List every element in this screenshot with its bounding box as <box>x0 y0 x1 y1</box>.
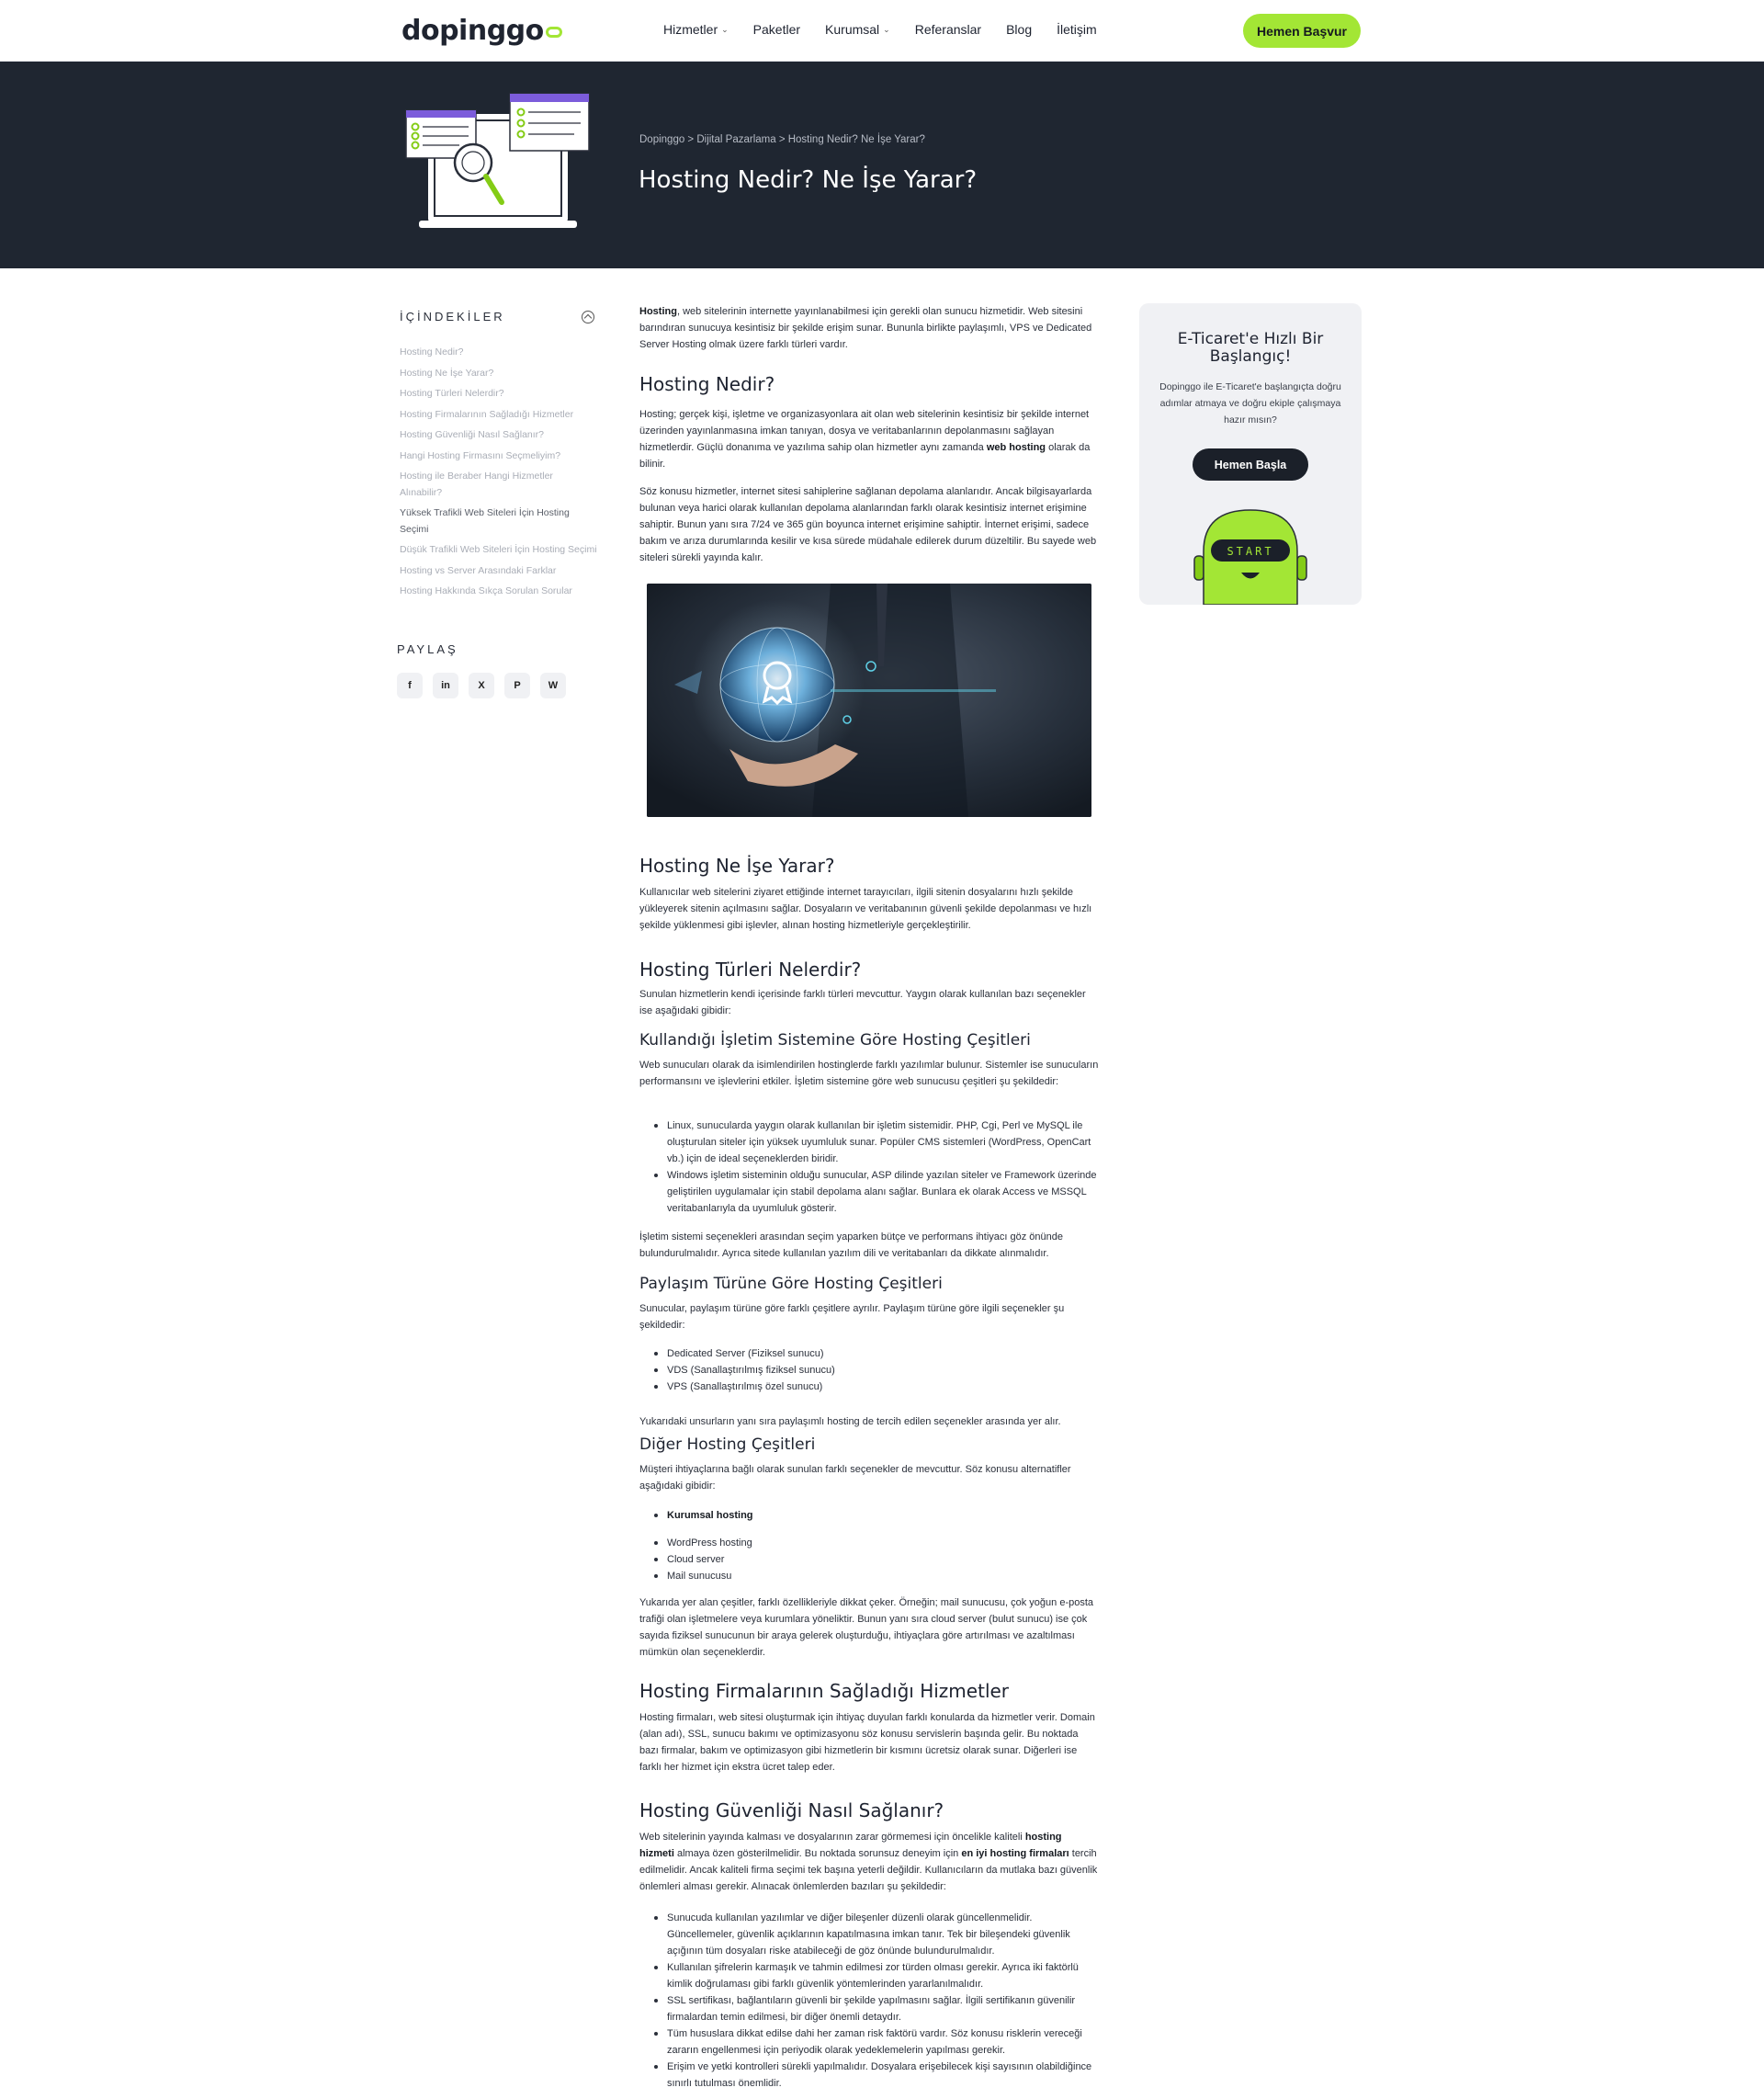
start-now-button[interactable]: Hemen Başla <box>1193 448 1308 481</box>
intro-bold: Hosting <box>639 306 677 317</box>
share-title: PAYLAŞ <box>397 642 458 656</box>
bold-text[interactable]: en iyi hosting firmaları <box>961 1848 1069 1859</box>
intro-text: , web sitelerinin internette yayınlanabilmesi için gerekli olan sunucu hizmetidir. Web sitesini barındıran sunucuya kesintisiz bir şekilde erişim sunar. Bununla birlikte paylaşımlı, VPS ve Dedicated Server Hosting olmak üzere farklı türleri vardır. <box>639 306 1092 350</box>
hero-banner <box>0 62 1764 268</box>
hosting-article-image <box>647 584 1091 817</box>
apply-now-button[interactable]: Hemen Başvur <box>1243 14 1361 48</box>
paragraph: Yukarıda yer alan çeşitler, farklı özellikleriyle dikkat çeker. Örneğin; mail sunucusu, çok yoğun e-posta trafiği olan işletmelere veya kurumlara yöneliktir. Bunun yanı sıra cloud server (bulut sunucu) ise çok sayıda fiziksel sunucunun bir araya gelerek oluşturduğu, ihtiyaçlara göre artırılması ve azaltılması mümkün olan seçeneklerdir. <box>639 1597 1094 1658</box>
x-twitter-icon[interactable]: X <box>469 673 494 698</box>
promo-card <box>1139 303 1362 605</box>
list-item: VPS (Sanallaştırılmış özel sunucu) <box>639 1379 1099 1395</box>
text: olarak da bilinir. <box>639 442 1091 470</box>
list-item: SSL sertifikası, bağlantıların güvenli bir şekilde yapılmasını sağlar. İlgili sertifikanın güvenilir firmalardan temin edilmesi, bir diğer önemli detaydır. <box>639 1992 1099 2025</box>
nav-item-kurumsal[interactable]: Kurumsal ⌄ <box>825 22 890 37</box>
list-item: Kullanılan şifrelerin karmaşık ve tahmin edilmesi zor türden olması gerekir. Ayrıca iki faktörlü kimlik doğrulaması gibi farklı güvenlik yöntemlerinden yararlanılmalıdır. <box>639 1959 1099 1992</box>
list-item: Cloud server <box>639 1551 1099 1568</box>
bold-text[interactable]: hosting hizmeti <box>639 1832 1062 1859</box>
facebook-icon[interactable]: f <box>397 673 423 698</box>
toc-item[interactable]: Hosting Hakkında Sıkça Sorulan Sorular <box>400 585 572 596</box>
page-title: Hosting Nedir? Ne İşe Yarar? <box>639 166 978 194</box>
globe-hand-image <box>647 584 1091 817</box>
paragraph <box>639 1829 1099 1895</box>
toc-item[interactable]: Hosting Türleri Nelerdir? <box>400 388 504 399</box>
toc-item[interactable]: Yüksek Trafikli Web Siteleri İçin Hosting Seçimi <box>400 507 570 535</box>
toc-header <box>400 310 594 323</box>
list-item: Linux, sunucularda yaygın olarak kullanılan bir işletim sistemidir. PHP, Cgi, Perl ve MySQL ile oluşturulan siteler için yüksek uyumluluk sunar. Popüler CMS sistemleri (WordPress, OpenCart vb.) için de ideal seçeneklerden biridir. <box>639 1118 1099 1167</box>
list-item <box>639 1507 1099 1524</box>
heading-hosting-nedir: Hosting Nedir? <box>639 373 775 395</box>
nav-item-hizmetler[interactable]: Hizmetler ⌄ <box>663 22 729 37</box>
breadcrumb[interactable]: Dopinggo > Dijital Pazarlama > Hosting Nedir? Ne İşe Yarar? <box>639 134 925 145</box>
list-item: Windows işletim sisteminin olduğu sunucular, ASP dilinde yazılan siteler ve Framework üzerinde geliştirilen uygulamalar için stabil depolama alanı sağlar. Bunlara ek olarak Access ve MSSQL veritabanlarıyla da uyumluluk gösterir. <box>639 1167 1099 1217</box>
security-list <box>639 1910 1099 2092</box>
toc-item[interactable]: Düşük Trafikli Web Siteleri İçin Hosting Seçimi <box>400 544 597 555</box>
intro-paragraph <box>639 303 1099 353</box>
other-hosting-list-2 <box>639 1535 1099 1584</box>
heading-hosting-turleri: Hosting Türleri Nelerdir? <box>639 959 862 981</box>
chevron-down-icon: ⌄ <box>721 24 729 34</box>
paragraph: Kullanıcılar web sitelerini ziyaret ettiğinde internet tarayıcıları, ilgili sitenin dosyalarını hızlı şekilde yükleyerek sitenin açılmasını sağlar. Dosyaların ve veritabanının güvenli şekilde depolanması ve hızlı şekilde yüklenmesi gibi işlevler, alınan hosting hizmetleriyle gerçekleştirilir. <box>639 887 1092 931</box>
chevron-up-icon[interactable] <box>582 311 594 323</box>
toc-list <box>400 345 597 605</box>
text: Hosting; gerçek kişi, işletme ve organizasyonlara ait olan web sitelerinin kesintisiz bir şekilde internet üzerinden yayınlanmasına imkan tanıyan, dosya ve veritabanlarının depolanmasını sağlayan hizmetlerdir. Güçlü donanıma ve yazılıma sahip olan hizmetler aynı zamanda <box>639 409 1090 453</box>
os-list <box>639 1118 1099 1217</box>
robot-label: START <box>1227 545 1274 558</box>
list-item: Tüm hususlara dikkat edilse dahi her zaman risk faktörü vardır. Söz konusu risklerin vereceği zararın engellenmesi için periyodik olarak yedeklemelerin yapılması gerekir. <box>639 2025 1099 2059</box>
toc-item[interactable]: Hosting Firmalarının Sağladığı Hizmetler <box>400 408 574 420</box>
toc-item[interactable]: Hangi Hosting Firmasını Seçmeliyim? <box>400 449 561 461</box>
heading-ne-ise-yarar: Hosting Ne İşe Yarar? <box>639 855 835 877</box>
heading-isletim-sistemi: Kullandığı İşletim Sistemine Göre Hosting Çeşitleri <box>639 1031 1031 1050</box>
linkedin-icon[interactable]: in <box>433 673 458 698</box>
list-item: WordPress hosting <box>639 1535 1099 1551</box>
paragraph: Web sunucuları olarak da isimlendirilen hostinglerde farklı yazılımlar bulunur. Sistemler ise sunucuların performansını ve işlevlerini etkiler. İşletim sistemine göre web sunucusu çeşitleri şu şekildedir: <box>639 1060 1099 1087</box>
text: almaya özen gösterilmelidir. Bu noktada sorunsuz deneyim için <box>673 1848 962 1859</box>
nav-item-paketler[interactable]: Paketler <box>752 22 801 37</box>
whatsapp-icon[interactable]: W <box>540 673 566 698</box>
toc-item[interactable]: Hosting vs Server Arasındaki Farklar <box>400 564 557 576</box>
paragraph: Söz konusu hizmetler, internet sitesi sahiplerine sağlanan depolama alanlarıdır. Ancak bilgisayarlarda bulunan veya harici olarak kullanılan depolama alanlarından farklı olarak kesintisiz internet erişimine sahiptir. Bunun yanı sıra 7/24 ve 365 gün boyunca internet erişimine sahiptir. İnternet erişimi, sadece bakım ve arıza durumlarında kesilir ve kısa sürede müdahale edilerek durum düzeltilir. Bu sayede web siteleri sürekli yayında kalır. <box>639 486 1097 563</box>
paragraph: Sunucular, paylaşım türüne göre farklı çeşitlere ayrılır. Paylaşım türüne göre ilgili seçenekler şu şekildedir: <box>639 1303 1065 1331</box>
pinterest-icon[interactable]: P <box>504 673 530 698</box>
text: tercih edilmelidir. Ancak kaliteli firma seçimi tek başına yeterli değildir. Kullanıcıların da mutlaka bazı güvenlik önlemleri alması gerekir. Alınacak önlemlerden bazıları şu şekildedir: <box>639 1848 1098 1892</box>
toc-item[interactable]: Hosting Güvenliği Nasıl Sağlanır? <box>400 429 544 440</box>
promo-text: Dopinggo ile E-Ticaret'e başlangıçta doğru adımlar atmaya ve doğru ekiple çalışmaya hazır mısın? <box>1159 381 1341 425</box>
heading-firmalar: Hosting Firmalarının Sağladığı Hizmetler <box>639 1680 1010 1702</box>
share-buttons <box>397 673 566 698</box>
list-item: Dedicated Server (Fiziksel sunucu) <box>639 1345 1099 1362</box>
logo-mark-icon <box>546 27 562 38</box>
toc-title: İÇİNDEKİLER <box>400 310 505 323</box>
robot-mascot-icon <box>1193 505 1308 605</box>
share-type-list <box>639 1345 1099 1395</box>
list-item: Sunucuda kullanılan yazılımlar ve diğer bileşenler düzenli olarak güncellenmelidir. Güncellemeler, güvenlik açıklarının kapatılmasına imkan tanır. Tek bir bileşendeki güvenlik açığının tüm dosyaları riske atabileceği de göz önünde bulundurulmalıdır. <box>639 1910 1099 1959</box>
nav-item-blog[interactable]: Blog <box>1006 22 1033 37</box>
paragraph <box>639 406 1099 472</box>
nav-item-referanslar[interactable]: Referanslar <box>914 22 982 37</box>
heading-guvenlik: Hosting Güvenliği Nasıl Sağlanır? <box>639 1799 944 1821</box>
paragraph: Müşteri ihtiyaçlarına bağlı olarak sunulan farklı seçenekler de mevcuttur. Söz konusu alternatifler aşağıdaki gibidir: <box>639 1464 1071 1492</box>
paragraph: İşletim sistemi seçenekleri arasından seçim yaparken bütçe ve performans ihtiyacı göz önünde bulundurulmalıdır. Ayrıca sitede kullanılan yazılım dili ve veritabanları da dikkate alınmalıdır. <box>639 1231 1064 1259</box>
nav-item-iletisim[interactable]: İletişim <box>1057 22 1097 37</box>
list-item: VDS (Sanallaştırılmış fiziksel sunucu) <box>639 1362 1099 1379</box>
search-analytics-illustration <box>404 92 593 234</box>
chevron-down-icon: ⌄ <box>883 24 890 34</box>
paragraph: Hosting firmaları, web sitesi oluşturmak için ihtiyaç duyulan farklı konularda da hizmetler verir. Domain (alan adı), SSL, sunucu bakımı ve optimizasyonu söz konusu servislerin başında gelir. Bu noktada bazı firmalar, bakım ve optimizasyon gibi hizmetlerin bir kısmını ücretsiz olarak sunar. Diğerleri ise farklı her hizmet için ekstra ücret talep eder. <box>639 1712 1095 1773</box>
bold-text: web hosting <box>986 442 1046 453</box>
paragraph: Sunulan hizmetlerin kendi içerisinde farklı türleri mevcuttur. Yaygın olarak kullanılan bazı seçenekler ise aşağıdaki gibidir: <box>639 989 1086 1016</box>
list-item: Mail sunucusu <box>639 1568 1099 1584</box>
paragraph: Yukarıdaki unsurların yanı sıra paylaşımlı hosting de tercih edilen seçenekler arasında yer alır. <box>639 1416 1061 1427</box>
main-nav <box>663 22 1122 37</box>
heading-paylasim-turu: Paylaşım Türüne Göre Hosting Çeşitleri <box>639 1275 943 1293</box>
heading-diger-hosting: Diğer Hosting Çeşitleri <box>639 1435 816 1454</box>
other-hosting-list <box>639 1507 1099 1524</box>
list-item: Erişim ve yetki kontrolleri sürekli yapılmalıdır. Dosyalara erişebilecek kişi sayısının olabildiğince sınırlı tutulması önemlidir. <box>639 2059 1099 2092</box>
logo[interactable]: dopinggo <box>401 15 562 47</box>
bold-text: Kurumsal hosting <box>667 1510 753 1521</box>
top-navbar <box>0 0 1764 62</box>
promo-title: E-Ticaret'e Hızlı Bir Başlangıç! <box>1177 330 1324 366</box>
toc-item[interactable]: Hosting ile Beraber Hangi Hizmetler Alınabilir? <box>400 471 553 498</box>
toc-item[interactable]: Hosting Ne İşe Yarar? <box>400 367 494 379</box>
toc-item[interactable]: Hosting Nedir? <box>400 346 464 357</box>
text: Web sitelerinin yayında kalması ve dosyalarının zarar görmemesi için öncelikle kaliteli <box>639 1832 1025 1843</box>
